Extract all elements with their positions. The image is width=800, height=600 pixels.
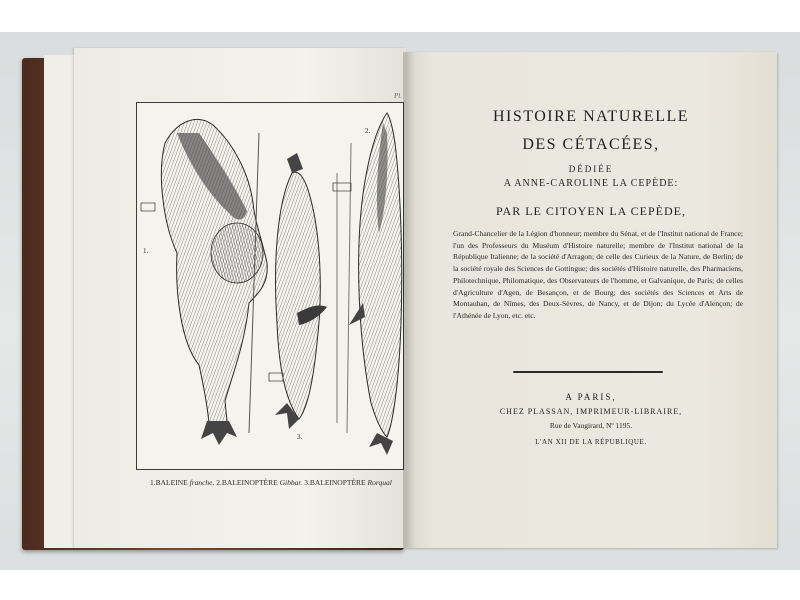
dedication-name: A ANNE-CAROLINE LA CEPÈDE: xyxy=(503,178,679,189)
decorative-rule xyxy=(513,371,663,373)
figure-number-1: 1. xyxy=(143,247,149,255)
dedication-word: DÉDIÉE xyxy=(568,164,614,174)
imprint-year: L'AN XII DE LA RÉPUBLIQUE. xyxy=(535,438,647,446)
whale-figure-1 xyxy=(141,119,267,445)
imprint-city: A PARIS, xyxy=(565,392,617,402)
author-line: PAR LE CITOYEN LA CEPÈDE, xyxy=(495,204,686,218)
whale-figure-2 xyxy=(269,153,337,429)
figure-number-2: 2. xyxy=(365,127,371,135)
imprint-printer: CHEZ PLASSAN, IMPRIMEUR-LIBRAIRE, xyxy=(499,407,683,416)
plate-label: Pl. xyxy=(394,92,402,100)
plate-caption: 1.BALEINE franche. 2.BALEINOPTÈRE Gibbar. 3.BALEINOPTÈRE Rorqual xyxy=(150,478,392,487)
whale-figure-3 xyxy=(333,113,402,455)
imprint-address: Rue de Vaugirard, Nº 1195. xyxy=(549,421,633,430)
left-page xyxy=(74,48,406,548)
figure-number-3: 3. xyxy=(297,433,303,441)
book-gutter xyxy=(403,52,415,548)
whale-engraving xyxy=(137,103,403,469)
author-credentials: Grand-Chancelier de la Légion d'honneur; membre du Sénat, et de l'Institut national de France; l'un des Professeurs du Muséum d'Histoire naturelle; membre de l'Institut national de la République Italienne; de la société d'Arragon; de celle des Curieux de la Nature, de Berlin; de la société royale des Sciences de Gottingue; des sociétés d'Histoire naturelle, des Pharmaciens, Philotechnique, Philomatique, des Observateurs de l'homme, et Galvanique, de Paris; de celles d'Agriculture d'Agen, de Besançon, et de Bourg; des sociétés des Sciences et Arts de Montauban, de Nîmes, des Deux-Sèvres, de Nancy, et de Dijon; du Lycée d'Alençon; de l'Athénée de Lyon, etc. etc. xyxy=(453,229,743,320)
title-line-1: HISTOIRE NATURELLE xyxy=(492,108,690,125)
title-page xyxy=(405,52,777,548)
engraving-plate xyxy=(136,102,404,470)
title-line-2: DES CÉTACÉES, xyxy=(522,136,660,153)
